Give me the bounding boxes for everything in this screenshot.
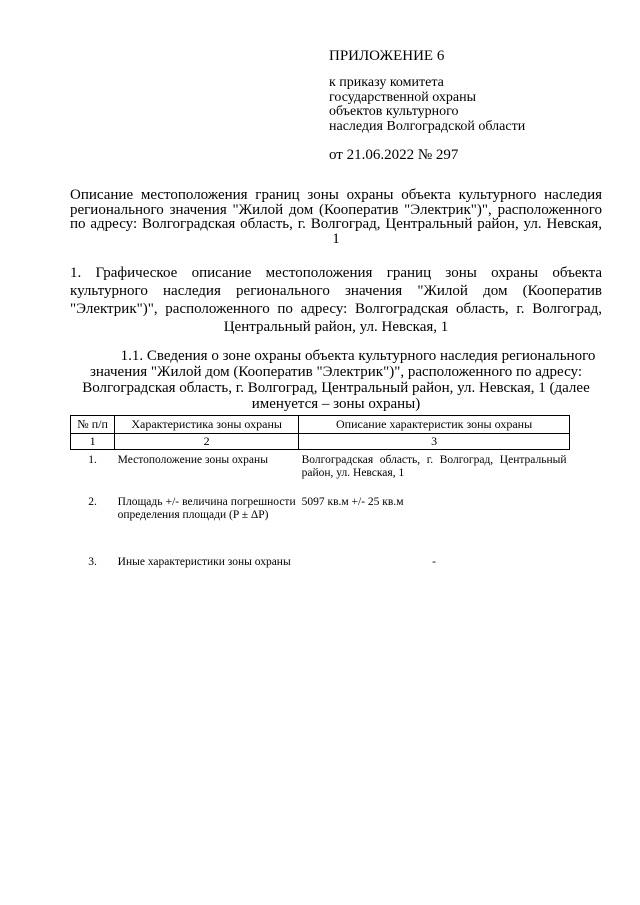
order-date: от 21.06.2022 № 297: [329, 147, 459, 163]
zone-table: [70, 415, 570, 588]
appendix-title: ПРИЛОЖЕНИЕ 6: [329, 48, 445, 64]
row-number: 2.: [88, 496, 97, 508]
row-characteristic: Площадь +/- величина погрешности определения площади (P ± ΔP): [117, 496, 296, 521]
row-description: -: [432, 556, 436, 568]
appendix-line: государственной охраны: [329, 89, 477, 105]
row-characteristic: Местоположение зоны охраны: [117, 454, 268, 466]
section-1-1-title: [70, 348, 602, 412]
document-title: Описание местоположения границ зоны охраны объекта культурного наследия регионального значения "Жилой дом (Кооператив "Электрик")", расположенного по адресу: Волгоградская область, г. Волгоград, Центральный район, ул. Невская, 1: [70, 187, 602, 247]
appendix-line: наследия Волгоградской области: [329, 118, 526, 134]
column-number: 3: [299, 434, 570, 450]
row-characteristic: Иные характеристики зоны охраны: [117, 556, 291, 568]
table-header-row: [71, 416, 570, 434]
header-description: Описание характеристик зоны охраны: [299, 416, 570, 434]
appendix-line: к приказу комитета: [329, 75, 444, 90]
appendix-header: [329, 48, 619, 164]
section-1-1-text: 1.1. Сведения о зоне охраны объекта культурного наследия регионального значения "Жилой дом (Кооператив "Электрик")", расположенного по адресу: Волгоградская область, г. Волгоград, Центральный район, ул. Невская, 1 (далее именуется – зоны охраны): [82, 348, 596, 412]
section-1-title: 1. Графическое описание местоположения границ зоны охраны объекта культурного наследия регионального значения "Жилой дом (Кооператив "Электрик")", расположенного по адресу: Волгоградская область, г. Волгоград, Центральный район, ул. Невская, 1: [70, 265, 602, 335]
row-number: 1.: [88, 454, 97, 466]
header-characteristic: Характеристика зоны охраны: [115, 416, 299, 434]
appendix-line: объектов культурного: [329, 104, 459, 119]
row-description: 5097 кв.м +/- 25 кв.м: [301, 496, 404, 508]
column-number: 1: [71, 434, 115, 450]
column-number: 2: [115, 434, 299, 450]
row-number: 3.: [88, 556, 97, 568]
header-number: № п/п: [71, 416, 115, 434]
row-description: Волгоградская область, г. Волгоград, Центральный район, ул. Невская, 1: [301, 454, 567, 479]
column-number-row: [71, 434, 570, 450]
table-row: [71, 450, 570, 493]
table-row: [71, 492, 570, 552]
table-row: [71, 552, 570, 588]
